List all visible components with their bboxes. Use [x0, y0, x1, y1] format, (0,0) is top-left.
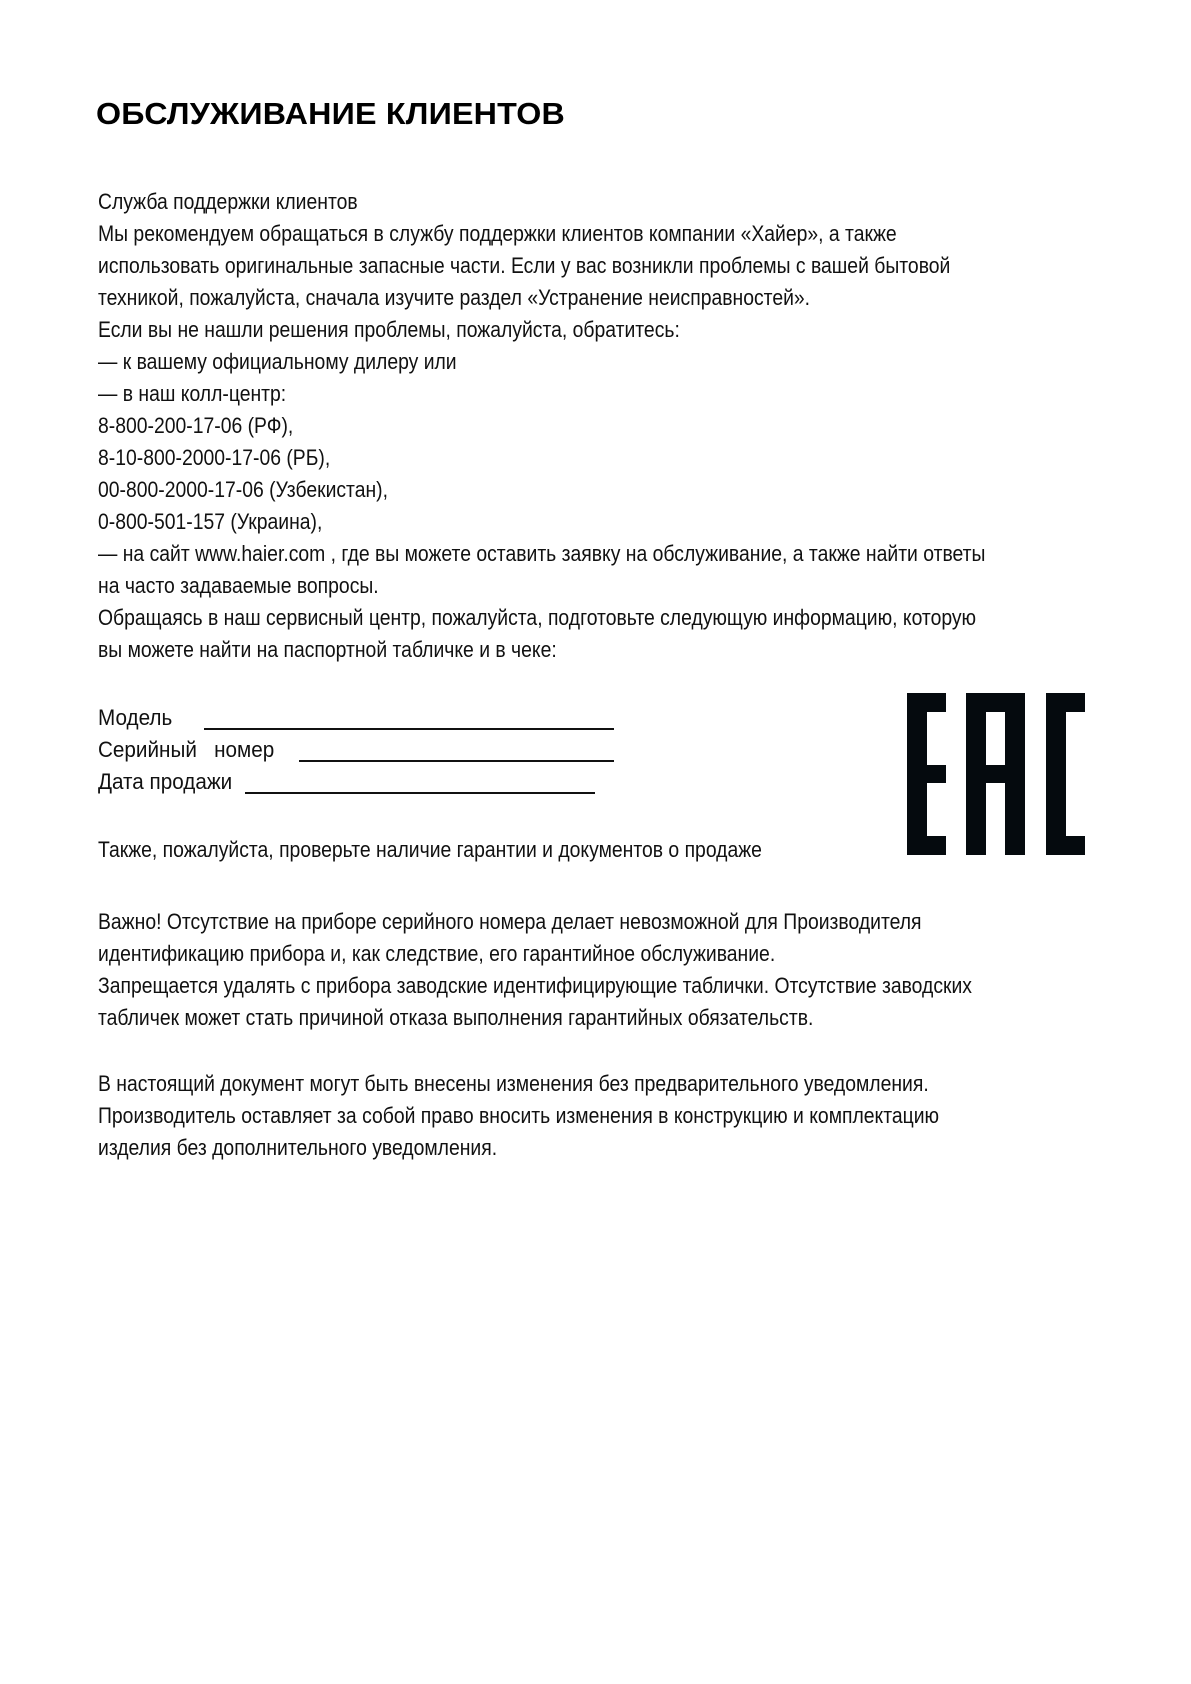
- page-title: ОБСЛУЖИВАНИЕ КЛИЕНТОВ: [96, 96, 566, 131]
- contact-website: — на сайт www.haier.com , где вы можете оставить заявку на обслуживание, а также найти ответы: [98, 541, 986, 566]
- intro-line-troubleshoot: техникой, пожалуйста, сначала изучите раздел «Устранение неисправностей».: [98, 285, 811, 310]
- important-line-3: Запрещается удалять с прибора заводские идентифицирующие таблички. Отсутствие заводских: [98, 973, 972, 998]
- eac-letter-c: [1046, 693, 1066, 855]
- prepare-info-cont: вы можете найти на паспортной табличке и в чеке:: [98, 637, 557, 662]
- contact-callcenter: — в наш колл-центр:: [98, 381, 287, 406]
- eac-a-top: [966, 693, 1025, 712]
- serial-underline: [299, 760, 614, 762]
- eac-a-mid: [966, 765, 1025, 783]
- phone-ua: 0-800-501-157 (Украина),: [98, 509, 323, 534]
- intro-line-service: Служба поддержки клиентов: [98, 189, 358, 214]
- phone-by: 8-10-800-2000-17-06 (РБ),: [98, 445, 331, 470]
- contact-website-cont: на часто задаваемые вопросы.: [98, 573, 379, 598]
- important-line-2: идентификацию прибора и, как следствие, его гарантийное обслуживание.: [98, 941, 776, 966]
- eac-e-bottom: [907, 836, 946, 855]
- contact-dealer: — к вашему официальному дилеру или: [98, 349, 457, 374]
- date-label: Дата продажи: [98, 769, 233, 794]
- eac-c-bottom: [1046, 836, 1085, 855]
- model-field: [98, 702, 177, 734]
- date-underline: [245, 792, 595, 794]
- eac-e-mid: [907, 765, 946, 783]
- eac-logo: [907, 693, 1085, 855]
- model-label: Модель: [98, 705, 173, 730]
- disclaimer-line-1: В настоящий документ могут быть внесены изменения без предварительного уведомления.: [98, 1071, 929, 1096]
- check-note: Также, пожалуйста, проверьте наличие гарантии и документов о продаже: [98, 837, 762, 862]
- important-line-1: Важно! Отсутствие на приборе серийного номера делает невозможной для Производителя: [98, 909, 922, 934]
- phone-uz: 00-800-2000-17-06 (Узбекистан),: [98, 477, 389, 502]
- date-field: [98, 766, 241, 798]
- serial-field: [98, 734, 286, 766]
- serial-label: Серийный номер: [98, 737, 275, 762]
- phone-ru: 8-800-200-17-06 (РФ),: [98, 413, 294, 438]
- disclaimer-line-3: изделия без дополнительного уведомления.: [98, 1135, 498, 1160]
- model-underline: [204, 728, 614, 730]
- eac-e-top: [907, 693, 946, 712]
- intro-line-contact: Если вы не нашли решения проблемы, пожалуйста, обратитесь:: [98, 317, 680, 342]
- disclaimer-line-2: Производитель оставляет за собой право вносить изменения в конструкцию и комплектацию: [98, 1103, 940, 1128]
- intro-line-parts: использовать оригинальные запасные части. Если у вас возникли проблемы с вашей бытовой: [98, 253, 951, 278]
- prepare-info: Обращаясь в наш сервисный центр, пожалуйста, подготовьте следующую информацию, которую: [98, 605, 977, 630]
- important-line-4: табличек может стать причиной отказа выполнения гарантийных обязательств.: [98, 1005, 814, 1030]
- eac-c-top: [1046, 693, 1085, 712]
- intro-line-recommend: Мы рекомендуем обращаться в службу поддержки клиентов компании «Хайер», а также: [98, 221, 897, 246]
